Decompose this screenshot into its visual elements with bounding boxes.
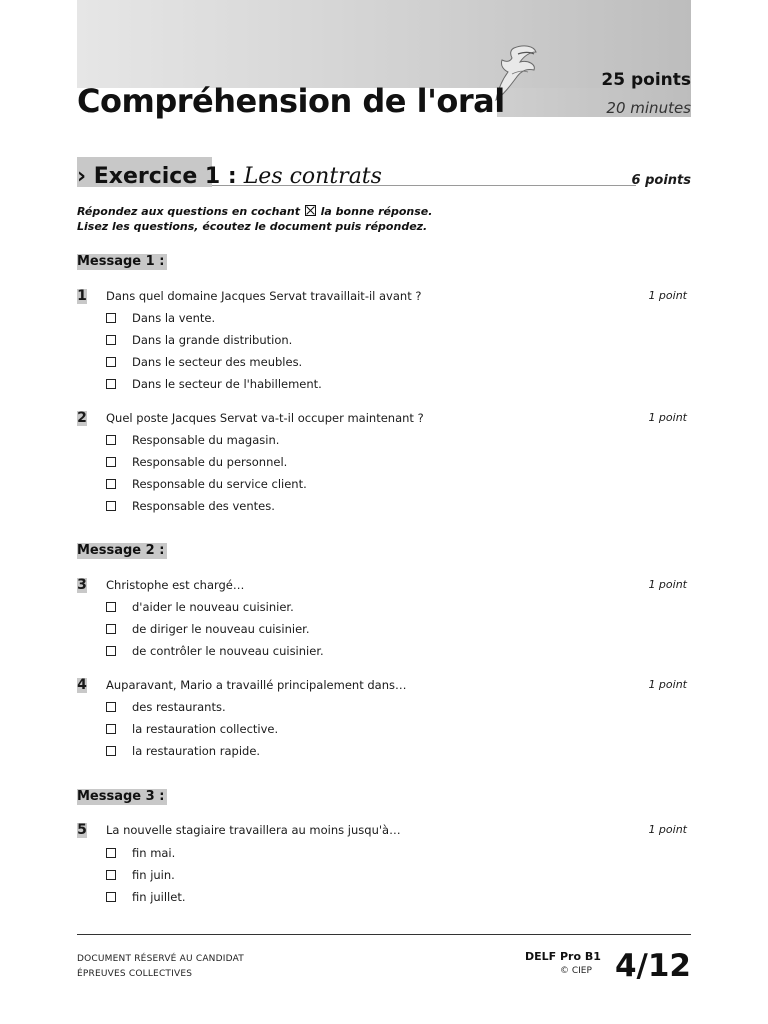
option-label: Dans le secteur des meubles. — [132, 355, 303, 369]
answer-option[interactable] — [106, 355, 302, 369]
option-label: Dans le secteur de l'habillement. — [132, 377, 322, 391]
question-number: 5 — [77, 822, 87, 838]
question-text: Auparavant, Mario a travaillé principalement dans… — [106, 678, 407, 692]
answer-option[interactable] — [106, 622, 310, 636]
answer-option[interactable] — [106, 744, 260, 758]
question-number: 3 — [77, 577, 87, 593]
instruction-text-before: Répondez aux questions en cochant — [77, 205, 300, 218]
checkbox[interactable] — [106, 724, 116, 734]
option-label: Dans la grande distribution. — [132, 333, 293, 347]
checkbox[interactable] — [106, 457, 116, 467]
footer-line-1: DOCUMENT RÉSERVÉ AU CANDIDAT — [77, 954, 244, 964]
checkbox[interactable] — [106, 357, 116, 367]
exam-brand: DELF Pro B1 — [525, 950, 601, 963]
copyright: © CIEP — [560, 966, 592, 976]
answer-option[interactable] — [106, 890, 186, 904]
message-heading-2: Message 2 : — [77, 543, 167, 559]
message-heading-3: Message 3 : — [77, 789, 167, 805]
question-number: 4 — [77, 677, 87, 693]
checkbox[interactable] — [106, 702, 116, 712]
exercise-prefix: › Exercice 1 : — [77, 164, 237, 189]
question-points: 1 point — [648, 289, 687, 302]
option-label: d'aider le nouveau cuisinier. — [132, 600, 294, 614]
question-number: 2 — [77, 410, 87, 426]
footer-notice — [77, 952, 244, 982]
page-title: Compréhension de l'oral — [77, 82, 505, 120]
question-points: 1 point — [648, 411, 687, 424]
answer-option[interactable] — [106, 700, 226, 714]
option-label: la restauration collective. — [132, 722, 279, 736]
answer-option[interactable] — [106, 868, 175, 882]
page-number: 4/12 — [614, 948, 691, 984]
checked-box-icon — [305, 205, 316, 216]
checkbox[interactable] — [106, 870, 116, 880]
answer-option[interactable] — [106, 499, 275, 513]
footer-line-2: ÉPREUVES COLLECTIVES — [77, 969, 193, 979]
message-heading-1: Message 1 : — [77, 254, 167, 270]
question-points: 1 point — [648, 578, 687, 591]
question-number: 1 — [77, 288, 87, 304]
exercise-points: 6 points — [631, 173, 691, 188]
option-label: de diriger le nouveau cuisinier. — [132, 622, 310, 636]
instruction-line-2: Lisez les questions, écoutez le document puis répondez. — [77, 220, 428, 233]
checkbox[interactable] — [106, 379, 116, 389]
checkbox[interactable] — [106, 746, 116, 756]
footer-divider — [77, 934, 691, 935]
answer-option[interactable] — [106, 455, 287, 469]
duration: 20 minutes — [606, 99, 691, 117]
instructions — [77, 204, 432, 234]
checkbox[interactable] — [106, 435, 116, 445]
question-points: 1 point — [648, 678, 687, 691]
option-label: de contrôler le nouveau cuisinier. — [132, 644, 324, 658]
checkbox[interactable] — [106, 646, 116, 656]
instruction-line-1 — [77, 204, 432, 219]
checkbox[interactable] — [106, 479, 116, 489]
question-points: 1 point — [648, 823, 687, 836]
question-text: Dans quel domaine Jacques Servat travaillait-il avant ? — [106, 289, 422, 303]
answer-option[interactable] — [106, 311, 215, 325]
option-label: fin juillet. — [132, 890, 186, 904]
option-label: Responsable du service client. — [132, 477, 307, 491]
answer-option[interactable] — [106, 433, 279, 447]
option-label: Responsable du personnel. — [132, 455, 288, 469]
checkbox[interactable] — [106, 602, 116, 612]
checkbox[interactable] — [106, 501, 116, 511]
option-label: Dans la vente. — [132, 311, 216, 325]
answer-option[interactable] — [106, 846, 175, 860]
option-label: fin mai. — [132, 846, 176, 860]
option-label: la restauration rapide. — [132, 744, 261, 758]
question-text: La nouvelle stagiaire travaillera au moins jusqu'à… — [106, 823, 401, 837]
checkbox[interactable] — [106, 848, 116, 858]
option-label: fin juin. — [132, 868, 175, 882]
answer-option[interactable] — [106, 722, 278, 736]
answer-option[interactable] — [106, 377, 322, 391]
instruction-text-after: la bonne réponse. — [320, 205, 433, 218]
exercise-title — [77, 164, 382, 189]
header-band — [77, 0, 691, 88]
checkbox[interactable] — [106, 335, 116, 345]
question-text: Christophe est chargé… — [106, 578, 245, 592]
question-text: Quel poste Jacques Servat va-t-il occuper maintenant ? — [106, 411, 424, 425]
option-label: Responsable du magasin. — [132, 433, 280, 447]
option-label: Responsable des ventes. — [132, 499, 275, 513]
checkbox[interactable] — [106, 624, 116, 634]
exercise-name: Les contrats — [243, 164, 382, 189]
total-points: 25 points — [601, 70, 691, 90]
answer-option[interactable] — [106, 644, 324, 658]
answer-option[interactable] — [106, 333, 292, 347]
checkbox[interactable] — [106, 892, 116, 902]
answer-option[interactable] — [106, 477, 307, 491]
option-label: des restaurants. — [132, 700, 226, 714]
checkbox[interactable] — [106, 313, 116, 323]
answer-option[interactable] — [106, 600, 294, 614]
